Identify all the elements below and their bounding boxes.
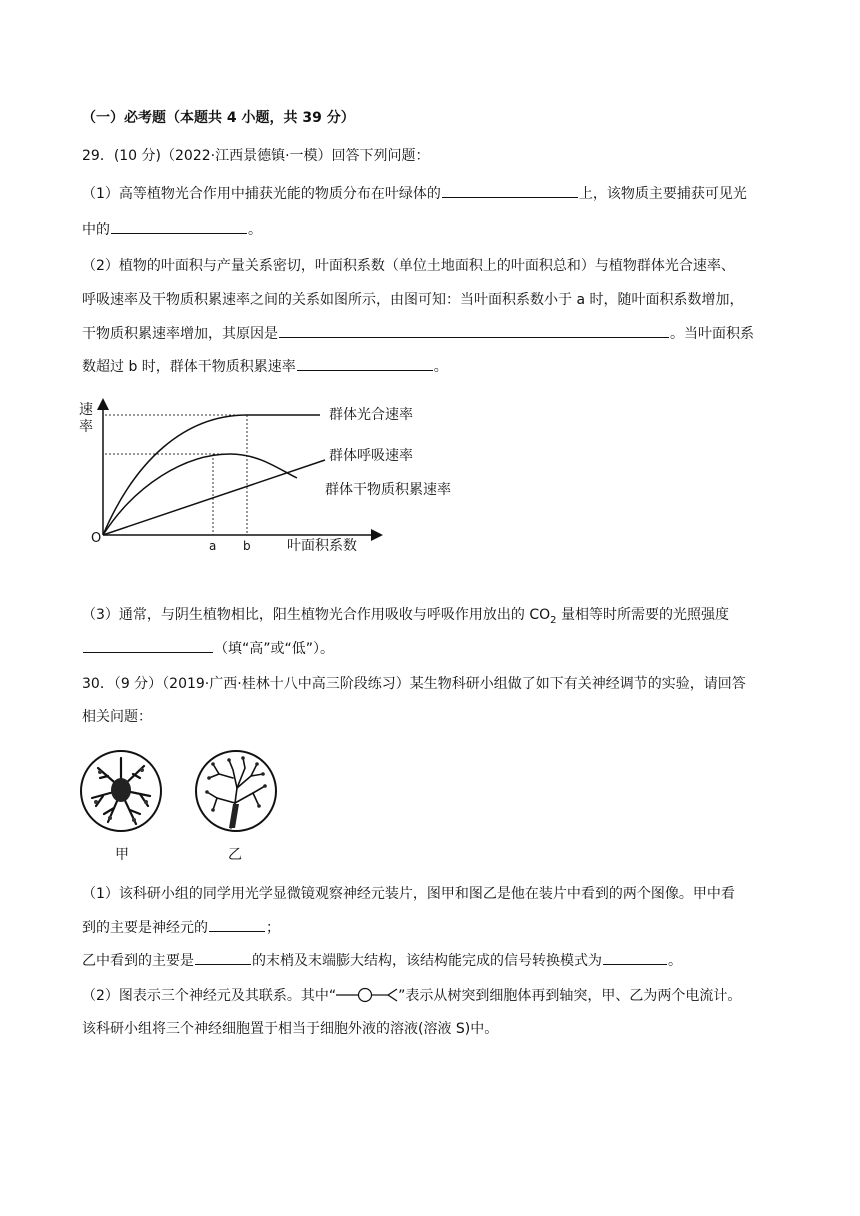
q30-p1-text-c: 乙中看到的主要是 (82, 953, 194, 969)
q29-part2-line4 (82, 356, 448, 377)
q29-p2-text-c: 数超过 b 时，群体干物质积累速率 (82, 359, 296, 375)
q29-p2-text-d: 。 (433, 359, 448, 375)
q29-p2-text-a: 干物质积累速率增加，其原因是 (82, 326, 278, 342)
q30-p1-text-b: ； (266, 920, 280, 936)
q29-p1-text-c: 中的 (82, 222, 110, 238)
origin-label: O (91, 531, 102, 546)
q29-part2-line2: 呼吸速率及干物质积累速率之间的关系如图所示，由图可知：当叶面积系数小于 a 时，随叶面积系数增加， (82, 292, 744, 308)
x-axis-label: 叶面积系数 (287, 538, 357, 554)
q29-part2-line1: （2）植物的叶面积与产量关系密切，叶面积系数（单位土地面积上的叶面积总和）与植物群体光合速率、 (82, 258, 735, 274)
answer-blank-8[interactable] (603, 950, 667, 965)
series-label-photosynthesis: 群体光合速率 (329, 407, 413, 423)
q29-p3-text-a: （3）通常，与阴生植物相比，阳生植物光合作用吸收与呼吸作用放出的 CO (82, 607, 551, 623)
series-label-dry-matter: 群体干物质积累速率 (325, 482, 451, 498)
q30-p1-text-d: 的末梢及末端膨大结构，该结构能完成的信号转换模式为 (252, 953, 602, 969)
answer-blank-6[interactable] (209, 917, 265, 932)
q29-p2-text-b: 。当叶面积系 (670, 326, 754, 342)
x-tick-b: b (243, 539, 251, 553)
q29-part2-line3 (82, 323, 754, 344)
q29-part3-line2 (82, 638, 334, 659)
figure-yi-axon-terminals (193, 748, 279, 834)
figure-jia-neuron-cell-body (78, 748, 164, 834)
series-label-respiration: 群体呼吸速率 (329, 448, 413, 464)
q29-p1-text-b: 上，该物质主要捕获可见光 (578, 186, 747, 202)
q29-p1-text-a: （1）高等植物光合作用中捕获光能的物质分布在叶绿体的 (82, 186, 441, 202)
q29-p1-text-d: 。 (248, 222, 262, 238)
x-tick-a: a (209, 539, 217, 553)
figure-label-jia: 甲 (115, 847, 129, 863)
q29-header: 29．(10 分)（2022·江西景德镇·一模）回答下列问题： (82, 148, 430, 164)
q30-part1-line2 (82, 917, 280, 938)
section-heading: （一）必考题（本题共 4 小题，共 39 分） (82, 110, 355, 126)
q29-part1-line1 (82, 183, 747, 204)
q30-p1-text-a: 到的主要是神经元的 (82, 920, 208, 936)
q29-p3-text-c: （填“高”或“低”）。 (214, 641, 335, 657)
q30-header-line1: 30．（9 分）（2019·广西·桂林十八中高三阶段练习）某生物科研小组做了如下有关神经调节的实验，请回答 (82, 676, 746, 692)
q29-part1-line2 (82, 219, 262, 240)
answer-blank-2[interactable] (111, 219, 247, 234)
answer-blank-5[interactable] (83, 638, 213, 653)
series-respiration-curve (103, 454, 297, 535)
answer-blank-4[interactable] (297, 356, 433, 371)
q30-p2-text-b: ”表示从树突到细胞体再到轴突，甲、乙为两个电流计。 (398, 988, 742, 1004)
answer-blank-7[interactable] (195, 950, 251, 965)
co2-subscript: 2 (550, 614, 557, 626)
answer-blank-1[interactable] (442, 183, 578, 198)
series-dry-matter-curve (103, 460, 325, 535)
q30-header-line2: 相关问题： (82, 709, 152, 725)
q30-p1-text-e: 。 (668, 953, 682, 969)
q30-part2-line2: 该科研小组将三个神经细胞置于相当于细胞外液的溶液(溶液 S)中。 (82, 1021, 499, 1037)
series-photosynthesis-curve (103, 415, 320, 535)
q30-part1-line1: （1）该科研小组的同学用光学显微镜观察神经元装片，图甲和图乙是他在装片中看到的两个图像。甲中看 (82, 886, 735, 902)
neuron-symbol-icon (336, 987, 398, 1003)
figure-label-yi: 乙 (228, 847, 242, 863)
y-axis-label: 速率 (79, 402, 93, 435)
q30-part2-line1 (82, 986, 741, 1006)
q29-part3-line1 (82, 605, 729, 631)
q30-part1-line3 (82, 950, 682, 971)
answer-blank-3[interactable] (279, 323, 669, 338)
leaf-area-rate-chart (75, 390, 485, 565)
q29-p3-text-b: 量相等时所需要的光照强度 (556, 607, 729, 623)
q30-p2-text-a: （2）图表示三个神经元及其联系。其中“ (82, 988, 337, 1004)
